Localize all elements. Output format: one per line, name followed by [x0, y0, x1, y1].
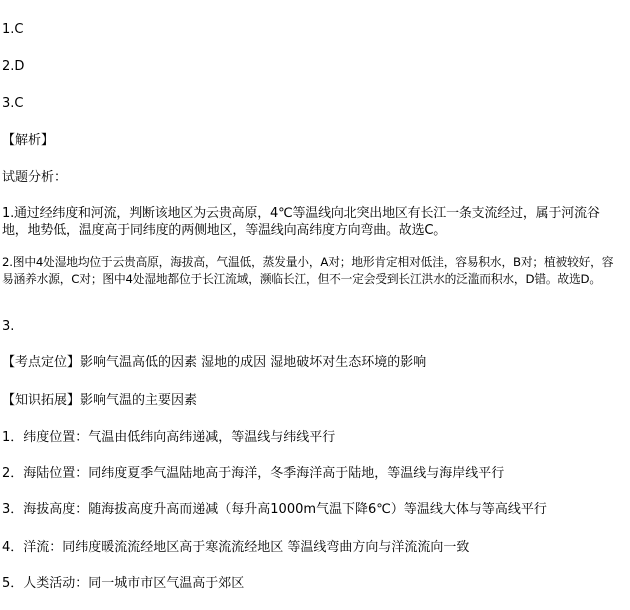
factor-ocean-current: 4．洋流：同纬度暖流流经地区高于寒流流经地区 等温线弯曲方向与洋流流向一致: [2, 540, 470, 555]
analysis-header: 【解析】: [2, 133, 55, 148]
factor-land-sea: 2．海陆位置：同纬度夏季气温陆地高于海洋，冬季海洋高于陆地，等温线与海岸线平行: [2, 466, 505, 481]
analysis-paragraph-2: 2.图中4处湿地均位于云贵高原，海拔高，气温低，蒸发量小，A对；地形肯定相对低洼，容易积水，B对；植被较好，容易涵养水源，C对；图中4处湿地都位于长江流域，濒临长江，但不一定会受到长江洪水的泛滥而积水，D错。故选D。: [2, 255, 614, 286]
answer-2: 2.D: [2, 59, 25, 74]
analysis-paragraph-1: 1.通过经纬度和河流，判断该地区为云贵高原，4℃等温线向北突出地区有长江一条支流经过，属于河流谷地，地势低，温度高于同纬度的两侧地区，等温线向高纬度方向弯曲。故选C。: [2, 206, 600, 238]
key-points: 【考点定位】影响气温高低的因素 湿地的成因 湿地破坏对生态环境的影响: [2, 355, 427, 370]
factor-altitude: 3．海拔高度：随海拔高度升高而递减（每升高1000m气温下降6℃）等温线大体与等高线平行: [2, 502, 547, 517]
analysis-paragraph-3: 3.: [2, 319, 15, 334]
factor-human-activity: 5．人类活动：同一城市市区气温高于郊区: [2, 576, 245, 591]
answer-1: 1.C: [2, 22, 24, 37]
analysis-intro: 试题分析：: [2, 170, 68, 185]
extension-header: 【知识拓展】影响气温的主要因素: [2, 393, 198, 408]
answer-3: 3.C: [2, 96, 24, 111]
factor-latitude: 1．纬度位置：气温由低纬向高纬递减，等温线与纬线平行: [2, 430, 336, 445]
